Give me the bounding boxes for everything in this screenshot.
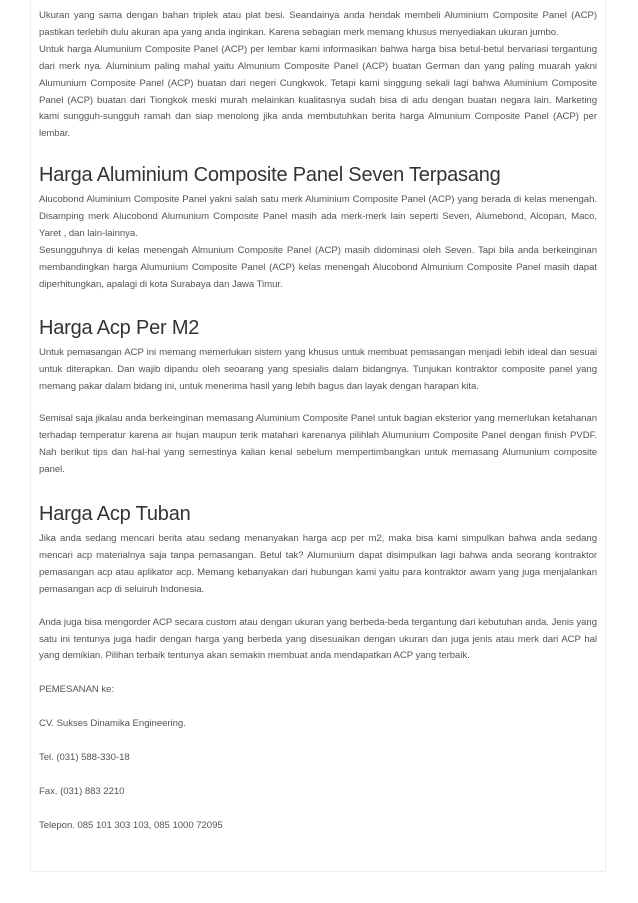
fax-number: Fax. (031) 883 2210 — [39, 786, 125, 798]
section-heading-acp-tuban: Harga Acp Tuban — [39, 503, 191, 526]
article-page — [30, 0, 606, 872]
section3-paragraph-1: Jika anda sedang mencari berita atau sedang menanyakan harga acp per m2, maka bisa kami simpulkan bahwa anda sedang mencari acp materialnya saja tanpa pemasangan. Betul tak? Alumunium dapat disimpulkan lagi bahwa anda seorang kontraktor pemasangan acp atau aplikator acp. Memang kebanyakan dari hubungan kami yaitu para kontraktor awam yang juga menjalankan pemasangan acp di seluiruh Indonesia. — [39, 533, 597, 595]
section-heading-acp-seven: Harga Aluminium Composite Panel Seven Terpasang — [39, 164, 501, 187]
section3-paragraph-2: Anda juga bisa mengorder ACP secara custom atau dengan ukuran yang berbeda-beda tergantung dari kebutuhan anda. Jenis yang satu ini tentunya juga hadir dengan harga yang berbeda yang disesuaikan dengan ukuran dan juga jenis atau merk dari ACP hal yang demikian. Pilihan terbaik tentunya akan semakin membuat anda mendapatkan ACP yang terbaik. — [39, 616, 597, 662]
intro-paragraph-1: Ukuran yang sama dengan bahan triplek atau plat besi. Seandainya anda hendak membeli Aluminium Composite Panel (ACP) pastikan terlebih dulu akuran apa yang anda inginkan. Karena sebagian merk memang khusus menyediakan ukuran jumbo. — [39, 10, 597, 38]
section1-paragraph-2: Sesungguhnya di kelas menengah Almunium Composite Panel (ACP) masih didominasi oleh Seven. Tapi bila anda berkeinginan membandingkan harga Alumunium Composite Panel (ACP) kelas menengah Alucobond Almunium Composite Panel masih dapat diperhitungkan, apalagi di kota Surabaya dan Jawa Timur. — [39, 244, 597, 290]
section1-paragraph-1: Alucobond Aluminium Composite Panel yakni salah satu merk Aluminium Composite Panel (ACP) yang berada di kelas menengah. Disamping merk Alucobond Alumunium Composite Panel masih ada merk-merk lain seperti Seven, Alumebond, Alcopan, Maco, Yaret , dan lain-lainnya. — [39, 194, 597, 240]
order-label: PEMESANAN ke: — [39, 684, 115, 696]
company-name: CV. Sukses Dinamika Engineering. — [39, 718, 186, 730]
section2-paragraph-1: Untuk pemasangan ACP ini memang memerlukan sistem yang khusus untuk membuat pemasangan menjadi lebih ideal dan sesuai untuk diterapkan. Dan wajib dipandu oleh seoarang yang spesialis dalam bidangnya. Tunjukan kontraktor composite panel yang memang pakar dalam bidang ini, untuk menerima hasil yang lebih bagus dan layak dengan harapan kita. — [39, 346, 597, 392]
telephone-number: Tel. (031) 588-330-18 — [39, 752, 130, 764]
mobile-phone-numbers: Telepon. 085 101 303 103, 085 1000 72095 — [39, 820, 223, 831]
section2-paragraph-2: Semisal saja jikalau anda berkeinginan memasang Aluminium Composite Panel untuk bagian eksterior yang memerlukan ketahanan terhadap temperatur karena air hujan maupun terik matahari karenanya pilihlah Alumunium Composite Panel dengan finish PVDF. Nah berikut tips dan hal-hal yang semestinya kalian kenal sebelum mempertimbangkan untuk memasang Alumunium composite panel. — [39, 413, 597, 476]
intro-paragraph-2: Untuk harga Alumunium Composite Panel (ACP) per lembar kami informasikan bahwa harga bisa betul-betul bervariasi tergantung dari merk nya. Aluminium paling mahal yaitu Almunium Composite Panel (ACP) buatan German dan yang paling muarah yakni Alumunium Composite Panel (ACP) buatan dari negeri Cungkwok. Tetapi kami singgung sekali lagi bahwa Aluminium Composite Panel (ACP) buatan dari Tiongkok meski murah melainkan kualitasnya sudah bisa di adu dengan buatan negara lain. Marketing kami sungguh-sungguh ramah dan siap menolong jika anda membutuhkan berita harga Almunium Composite Panel (ACP) per lembar. — [39, 43, 597, 140]
section-heading-acp-per-m2: Harga Acp Per M2 — [39, 316, 200, 339]
